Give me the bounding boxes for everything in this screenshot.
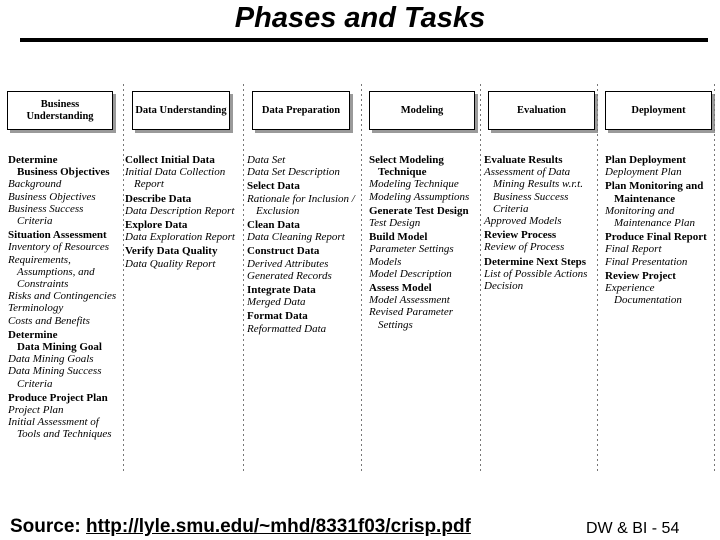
task-label: Maintenance	[614, 192, 676, 205]
task-label: Determine Next Steps	[484, 255, 587, 268]
task-label: Business Objectives	[17, 166, 110, 179]
output-label: Data Set Description	[247, 166, 340, 179]
task-label: Produce Project Plan	[8, 391, 108, 404]
title-underline	[20, 38, 708, 42]
output-label: Final Presentation	[605, 255, 688, 268]
footer-source	[10, 516, 471, 538]
output-label: List of Possible Actions	[484, 267, 588, 280]
output-label: Reformatted Data	[247, 322, 327, 335]
output-label: Data Exploration Report	[125, 231, 235, 244]
phase-box-deployment: Deployment	[605, 91, 712, 130]
task-label: Describe Data	[125, 192, 192, 205]
output-label: Data Quality Report	[125, 257, 216, 270]
slide-title: Phases and Tasks	[234, 2, 486, 34]
task-label: Verify Data Quality	[125, 245, 218, 258]
column-divider	[361, 84, 362, 472]
task-label: Explore Data	[125, 219, 188, 232]
output-label: Modeling Technique	[369, 178, 459, 191]
column-divider	[480, 84, 481, 472]
output-label: Merged Data	[247, 296, 306, 309]
output-label: Data Description Report	[125, 204, 235, 217]
output-label: Criteria	[493, 202, 529, 215]
output-label: Model Assessment	[369, 294, 450, 307]
phase-box-modeling: Modeling	[369, 91, 475, 130]
output-label: Assumptions, and	[17, 265, 95, 278]
output-label: Report	[134, 178, 164, 191]
column-data-understanding	[125, 154, 235, 270]
output-label: Experience	[605, 282, 655, 295]
column-divider	[714, 84, 715, 472]
output-label: Risks and Contingencies	[8, 290, 117, 303]
source-link[interactable]: http://lyle.smu.edu/~mhd/8331f03/crisp.pdf	[86, 516, 471, 537]
output-label: Requirements,	[8, 253, 71, 266]
output-label: Parameter Settings	[369, 243, 454, 256]
task-label: Clean Data	[247, 219, 300, 232]
task-label: Construct Data	[247, 245, 320, 258]
output-label: Costs and Benefits	[8, 314, 90, 327]
output-label: Initial Assessment of	[8, 416, 99, 429]
phase-box-data-understanding: Data Understanding	[132, 91, 230, 130]
task-label: Data Mining Goal	[17, 341, 102, 354]
column-evaluation	[484, 154, 587, 292]
task-label: Situation Assessment	[8, 229, 107, 242]
column-deployment	[605, 154, 707, 306]
output-label: Monitoring and	[605, 204, 675, 217]
output-label: Revised Parameter	[369, 306, 453, 319]
output-label: Terminology	[8, 302, 64, 315]
output-label: Derived Attributes	[247, 257, 329, 270]
output-label: Exclusion	[256, 204, 300, 217]
task-label: Format Data	[247, 310, 308, 323]
column-business-understanding	[8, 154, 116, 441]
output-label: Documentation	[614, 294, 682, 307]
output-label: Business Objectives	[8, 190, 96, 203]
column-divider	[243, 84, 244, 472]
task-label: Evaluate Results	[484, 154, 563, 166]
task-label: Select Modeling	[369, 154, 444, 166]
output-label: Mining Results w.r.t.	[493, 178, 583, 191]
output-label: Data Set	[247, 154, 286, 166]
output-label: Inventory of Resources	[8, 241, 110, 254]
output-label: Test Design	[369, 217, 421, 230]
phases-tasks-figure	[5, 84, 718, 472]
phase-box-data-preparation: Data Preparation	[252, 91, 350, 130]
output-label: Approved Models	[484, 215, 562, 228]
task-label: Determine	[8, 154, 58, 166]
task-label: Generate Test Design	[369, 204, 469, 217]
output-label: Initial Data Collection	[125, 166, 226, 179]
task-label: Build Model	[369, 231, 428, 244]
output-label: Deployment Plan	[605, 166, 682, 179]
output-label: Project Plan	[8, 404, 64, 417]
output-label: Criteria	[17, 377, 53, 390]
output-label: Modeling Assumptions	[369, 190, 470, 203]
output-label: Business Success	[8, 202, 84, 215]
phase-box-business-understanding: Business Understanding	[7, 91, 113, 130]
task-label: Select Data	[247, 180, 300, 193]
column-modeling	[369, 154, 469, 331]
column-divider	[123, 84, 124, 472]
output-label: Tools and Techniques	[17, 428, 112, 441]
output-label: Data Mining Success	[8, 365, 102, 378]
output-label: Settings	[378, 318, 413, 331]
task-label: Integrate Data	[247, 284, 316, 297]
output-label: Data Cleaning Report	[247, 231, 345, 244]
output-label: Generated Records	[247, 269, 332, 282]
source-label: Source:	[10, 516, 81, 537]
task-label: Plan Monitoring and	[605, 180, 704, 193]
output-label: Criteria	[17, 215, 53, 228]
output-label: Business Success	[493, 190, 569, 203]
output-label: Model Description	[369, 267, 452, 280]
output-label: Rationale for Inclusion /	[247, 192, 355, 205]
output-label: Data Mining Goals	[8, 353, 94, 366]
output-label: Review of Process	[484, 241, 565, 254]
task-label: Plan Deployment	[605, 154, 686, 166]
task-label: Collect Initial Data	[125, 154, 215, 166]
output-label: Constraints	[17, 278, 69, 291]
task-label: Produce Final Report	[605, 231, 707, 244]
output-label: Models	[369, 255, 402, 268]
column-divider	[597, 84, 598, 472]
phase-box-evaluation: Evaluation	[488, 91, 595, 130]
output-label: Background	[8, 178, 62, 191]
task-label: Review Process	[484, 229, 557, 242]
task-label: Technique	[378, 166, 427, 179]
task-label: Assess Model	[369, 282, 432, 295]
output-label: Decision	[484, 280, 524, 293]
column-data-preparation	[247, 154, 355, 335]
page-number: DW & BI - 54	[586, 520, 680, 537]
output-label: Maintenance Plan	[614, 217, 695, 230]
output-label: Assessment of Data	[484, 166, 571, 179]
task-label: Review Project	[605, 269, 676, 282]
task-label: Determine	[8, 328, 58, 341]
output-label: Final Report	[605, 243, 662, 256]
